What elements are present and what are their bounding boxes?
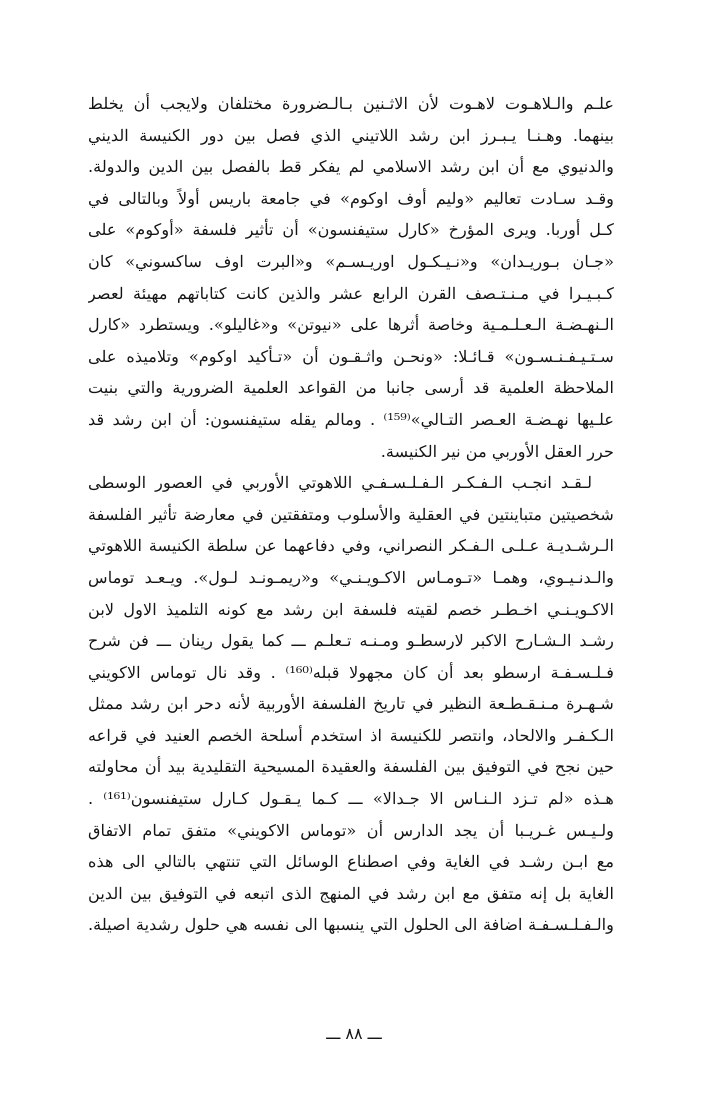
text-line: شخصيتين متباينتين في العقلية والأسلوب ومتفقتين في معارضة تأثير الفلسفة [88,504,614,524]
text-line: حين نجح في التوفيق بين الفلسفة والعقيدة المسيحية التقليدية بيد أن محاولته [88,757,614,777]
text-line: كـبـيـرا في مـنـتـصف القرن الرابع عشر والذين كانت كتاباتهم مهيئة لعصر [88,283,614,303]
text-line: رشـد الـشـارح الاكبر لارسطـو ومـنـه تـعلـم ـــ كما يقول رينان ـــ فن شرح [88,631,614,651]
text-line: وقـد سـادت تعاليم «وليم أوف اوكوم» في جامعة باريس أولاً وبالتالى في [88,188,614,208]
text-line: مع ابـن رشـد في الغاية وفي اصطناع الوسائل التي تنتهي بالتالي الى هذه [88,852,614,872]
text-line: «جـان بـوريـدان» و«نـيـكـول اوريـسـم» و«البرت اوف ساكسوني» كان [88,251,614,271]
text-line: والدنيوي مع أن ابن رشد الاسلامي لم يفكر قط بالفصل بين الدين والدولة. [88,157,614,177]
text-line: الغاية بل إنه متفق مع ابن رشد في المنهج الذى اتبعه في التوفيق بين الدين [88,883,614,903]
text-line: شـهـرة مـنـقـطـعة النظير في تاريخ الفلسفة الأوربية لأنه دحر ابن رشد ممثل [88,694,614,714]
text-line: هـذه «لم تـزد الـنـاس الا جـدالا» ـــ كـما يـقـول كـارل ستيفنسون⁽¹⁶¹⁾ . [88,789,614,809]
text-line: ولـيـس غـريـبا أن يجد الدارس أن «توماس الاكويني» متفق تمام الاتفاق [88,820,614,840]
page-number: ـــ ٨٨ ـــ [326,1024,382,1043]
text-line: والـدنـيـوي، وهمـا «تـومـاس الاكـويـنـي» و«ريمـونـد لـول». ويـعـد توماس [88,567,614,587]
text-line: علـيها نهـضـة العـصر التـالي»⁽¹⁵⁹⁾ . ومالم يقله ستيفنسون: أن ابن رشد قد [88,409,614,429]
text-line: والـفـلـسـفـة اضافة الى الحلول التي ينسبها الى نفسه هي حلول رشدية اصيلة. [88,915,614,935]
text-line: بينهما. وهـنـا يـبـرز ابن رشد اللاتيني الذي فصل بين دور الكنيسة الديني [88,125,614,145]
text-line: الاكـويـنـي اخـطـر خصم لقيته فلسفة ابن رشد مع كونه التلميذ الاول لابن [88,599,614,619]
text-line: الـرشـديـة عـلـى الـفـكر النصراني، وفي دفاعهما عن سلطة الكنيسة اللاهوتي [88,536,614,556]
text-line: الـنهـضـة الـعـلـمـية وخاصة أثرها على «نيوتن» و«غاليلو». ويستطرد «كارل [88,315,614,335]
text-line: حرر العقل الأوربي من نير الكنيسة. [380,441,614,461]
text-line: سـتـيـفـنـسـون» قـائـلا: «ونحـن واثـقـون أن «تـأكيد اوكوم» وتلاميذه على [88,346,614,366]
text-line: الملاحظة العلمية قد أرسى جانبا من القواعد العلمية الضرورية والتي بنيت [88,378,614,398]
text-line: الـكـفـر والالحاد، وانتصر للكنيسة اذ استخدم أسلحة الخصم العنيد في قراعه [88,725,614,745]
page-body [88,88,614,941]
text-line: فـلـسـفـة ارسطو بعد أن كان مجهولا قبله⁽¹⁶⁰⁾ . وقد نال توماس الاكويني [88,662,614,682]
text-line: لـقـد انجـب الـفـكـر الـفـلـسـفـي اللاهوتي الأوربي في العصور الوسطى [88,473,592,493]
text-line: علـم والـلاهـوت لاهـوت لأن الاثـنين بـالـضرورة مختلفان ولايجب أن يخلط [88,94,614,113]
text-line: كـل أوربا. ويرى المؤرخ «كارل ستيفنسون» أن تأثير فلسفة «أوكوم» على [88,220,614,240]
